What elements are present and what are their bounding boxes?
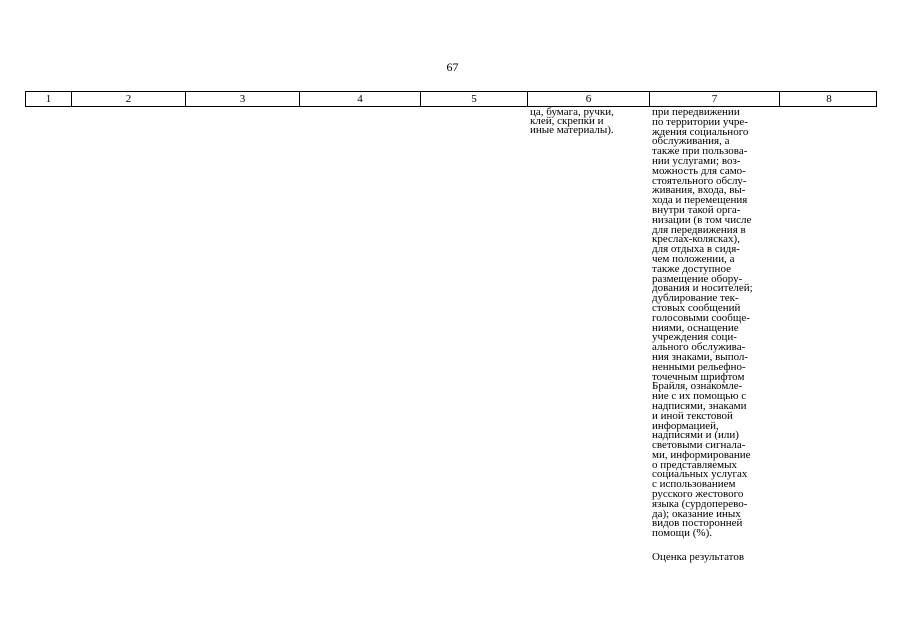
column-7-line: информацией, [652,419,719,432]
column-7-line: надписями и (или) [652,429,739,442]
column-7-line: также при пользова- [652,145,748,158]
column-number-2: 2 [71,92,185,107]
column-7-line: дублирование тек- [652,292,739,305]
column-7-line: ненными рельефно- [652,360,746,373]
column-7-line: креслах-колясках), [652,233,740,246]
column-6-line: ца, бумага, ручки, [530,106,614,118]
column-7-line: голосовыми сообще- [652,311,750,324]
column-7-line: стовых сообщений [652,301,741,314]
column-7-line: низации (в том числе [652,213,752,226]
column-7-line: помощи (%). [652,527,712,540]
column-6-line: иные материалы). [530,124,614,137]
column-7-line: точечным шрифтом [652,370,745,383]
column-7-line: размещение обору- [652,272,743,285]
column-7-line: при передвижении [652,106,740,118]
column-7-line: чем положении, а [652,252,735,265]
column-number-6: 6 [527,92,649,107]
column-7-line: ждения социального [652,125,749,138]
column-7-line: с использованием [652,478,736,491]
column-7-line: дования и носителей; [652,282,753,295]
column-7-line: также доступное [652,262,731,275]
column-7-text [652,108,780,563]
page-number: 67 [446,60,459,74]
column-number-3: 3 [185,92,299,107]
column-7-line: для отдыха в сидя- [652,243,740,256]
column-7-line: световыми сигнала- [652,439,746,452]
column-6-text [530,108,640,136]
document-table [25,91,877,564]
column-7-line: русского жестового [652,488,744,501]
column-7-line: ального обслужива- [652,341,746,354]
column-number-1: 1 [45,93,52,105]
column-7-line: ние с их помощью с [652,390,747,403]
column-7-line: надписями, знаками [652,399,747,412]
column-7-line: ми, информирование [652,448,751,461]
column-7-line: ниями, оснащение [652,321,739,334]
column-6-line: клей, скрепки и [530,115,604,128]
column-7-line: и иной текстовой [652,409,733,422]
column-7-line: для передвижения в [652,223,746,236]
column-7-next-paragraph: Оценка результатов [652,551,745,564]
column-7-line: языка (сурдоперево- [652,497,748,510]
column-7-line: обслуживания, а [652,135,730,148]
column-number-8: 8 [779,92,878,107]
column-7-line: стоятельного обслу- [652,174,747,187]
column-7-line: хода и перемещения [652,194,748,207]
column-number-5: 5 [420,92,527,107]
column-7-line: живания, входа, вы- [652,184,746,197]
column-7-line: ния знаками, выпол- [652,350,749,363]
column-7-line: нии услугами; воз- [652,154,741,167]
table-header-row [25,91,877,107]
column-7-line: видов посторонней [652,517,743,530]
column-number-4: 4 [299,92,420,107]
column-7-line: учреждения соци- [652,331,737,344]
column-7-line: внутри такой орга- [652,203,741,216]
column-7-line: можность для само- [652,164,746,177]
column-7-line: Брайля, ознакомле- [652,380,743,393]
column-number-7: 7 [649,92,779,107]
column-7-line: по территории учре- [652,115,748,128]
column-7-line: социальных услугах [652,468,748,481]
column-7-line: о представляемых [652,458,738,471]
column-7-line: да); оказание иных [652,507,741,520]
